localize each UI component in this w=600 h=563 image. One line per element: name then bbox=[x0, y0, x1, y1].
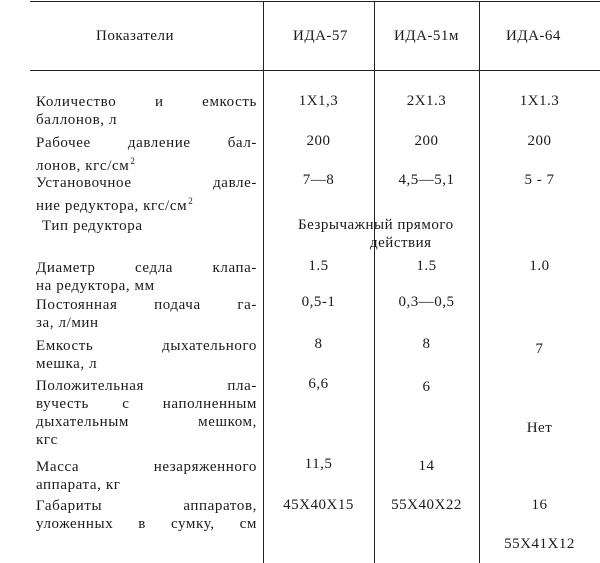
cell-breathing-bag-ida-57: 8 bbox=[314, 336, 323, 352]
row-label-cylinders: Количество и емкость баллонов, л bbox=[36, 94, 257, 128]
cell-cylinders-ida-57: 1Х1,3 bbox=[298, 93, 339, 109]
row-label-set-pressure: Установочное давле- ние редуктора, кгс/$см^2$ bbox=[36, 175, 257, 214]
row-label-reducer-type: Тип редуктора bbox=[42, 218, 143, 234]
row-label-dimensions: Габариты аппаратов, уложенных в сумку, см bbox=[36, 498, 257, 532]
cell-mass-ida-51m: 14 bbox=[418, 458, 435, 474]
row-label-gas-supply: Постоянная подача га- за, л/мин bbox=[36, 297, 257, 331]
cell-buoyancy-ida-57: 6,6 bbox=[308, 376, 329, 392]
cell-breathing-bag-ida-51m: 8 bbox=[422, 336, 431, 352]
cell-gas-supply-ida-57: 0,5-1 bbox=[301, 294, 336, 310]
cell-buoyancy-ida-51m: 6 bbox=[422, 379, 431, 395]
cell-cylinders-ida-51m: 2Х1.3 bbox=[406, 93, 447, 109]
column-divider-1 bbox=[263, 1, 264, 563]
header-bottom-rule bbox=[30, 70, 600, 71]
cell-reducer-type-line-1: Безрычажный прямого bbox=[298, 217, 454, 233]
cell-working-pressure-ida-57: 200 bbox=[306, 133, 331, 149]
cell-dimensions-ida-51m: 55Х40Х22 bbox=[391, 497, 462, 513]
cell-seat-diameter-ida-51m: 1.5 bbox=[416, 258, 437, 274]
header-ida-51m: ИДА-51м bbox=[394, 28, 459, 44]
header-ida-64: ИДА-64 bbox=[506, 28, 561, 44]
cell-reducer-type-line-2: действия bbox=[370, 235, 432, 251]
cell-set-pressure-ida-51m: 4,5—5,1 bbox=[398, 172, 455, 188]
cell-set-pressure-ida-57: 7—8 bbox=[302, 172, 335, 188]
column-divider-2 bbox=[374, 1, 375, 563]
cell-seat-diameter-ida-57: 1.5 bbox=[308, 258, 329, 274]
row-label-seat-diameter: Диаметр седла клапа- на редуктора, мм bbox=[36, 260, 257, 294]
cell-working-pressure-ida-64: 200 bbox=[527, 133, 552, 149]
cell-gas-supply-ida-51m: 0,3—0,5 bbox=[398, 294, 455, 310]
row-label-mass: Масса незаряженного аппарата, кг bbox=[36, 459, 257, 493]
cell-buoyancy-ida-64: Нет bbox=[526, 420, 553, 436]
cell-dimensions-ida-64: 16 bbox=[531, 497, 548, 513]
row-label-working-pressure: Рабочее давление бал- лонов, кгс/$см^2$ bbox=[36, 135, 257, 174]
table-top-rule bbox=[30, 1, 600, 2]
header-ida-57: ИДА-57 bbox=[293, 28, 348, 44]
cell-dimensions-ida-57: 45Х40Х15 bbox=[283, 497, 354, 513]
row-label-breathing-bag: Емкость дыхательного мешка, л bbox=[36, 338, 257, 372]
cell-seat-diameter-ida-64: 1.0 bbox=[529, 258, 550, 274]
cell-mass-ida-57: 11,5 bbox=[304, 456, 333, 472]
column-divider-3 bbox=[479, 1, 480, 563]
header-indicators: Показатели bbox=[96, 28, 174, 44]
cell-set-pressure-ida-64: 5 - 7 bbox=[524, 172, 555, 188]
row-label-buoyancy: Положительная пла- вучесть с наполненным дыхательным мешком, кгс bbox=[36, 378, 257, 448]
cell-dimensions-ida-64-extra: 55Х41Х12 bbox=[504, 536, 575, 552]
cell-cylinders-ida-64: 1Х1.3 bbox=[519, 93, 560, 109]
cell-working-pressure-ida-51m: 200 bbox=[414, 133, 439, 149]
cell-breathing-bag-ida-64: 7 bbox=[535, 341, 544, 357]
